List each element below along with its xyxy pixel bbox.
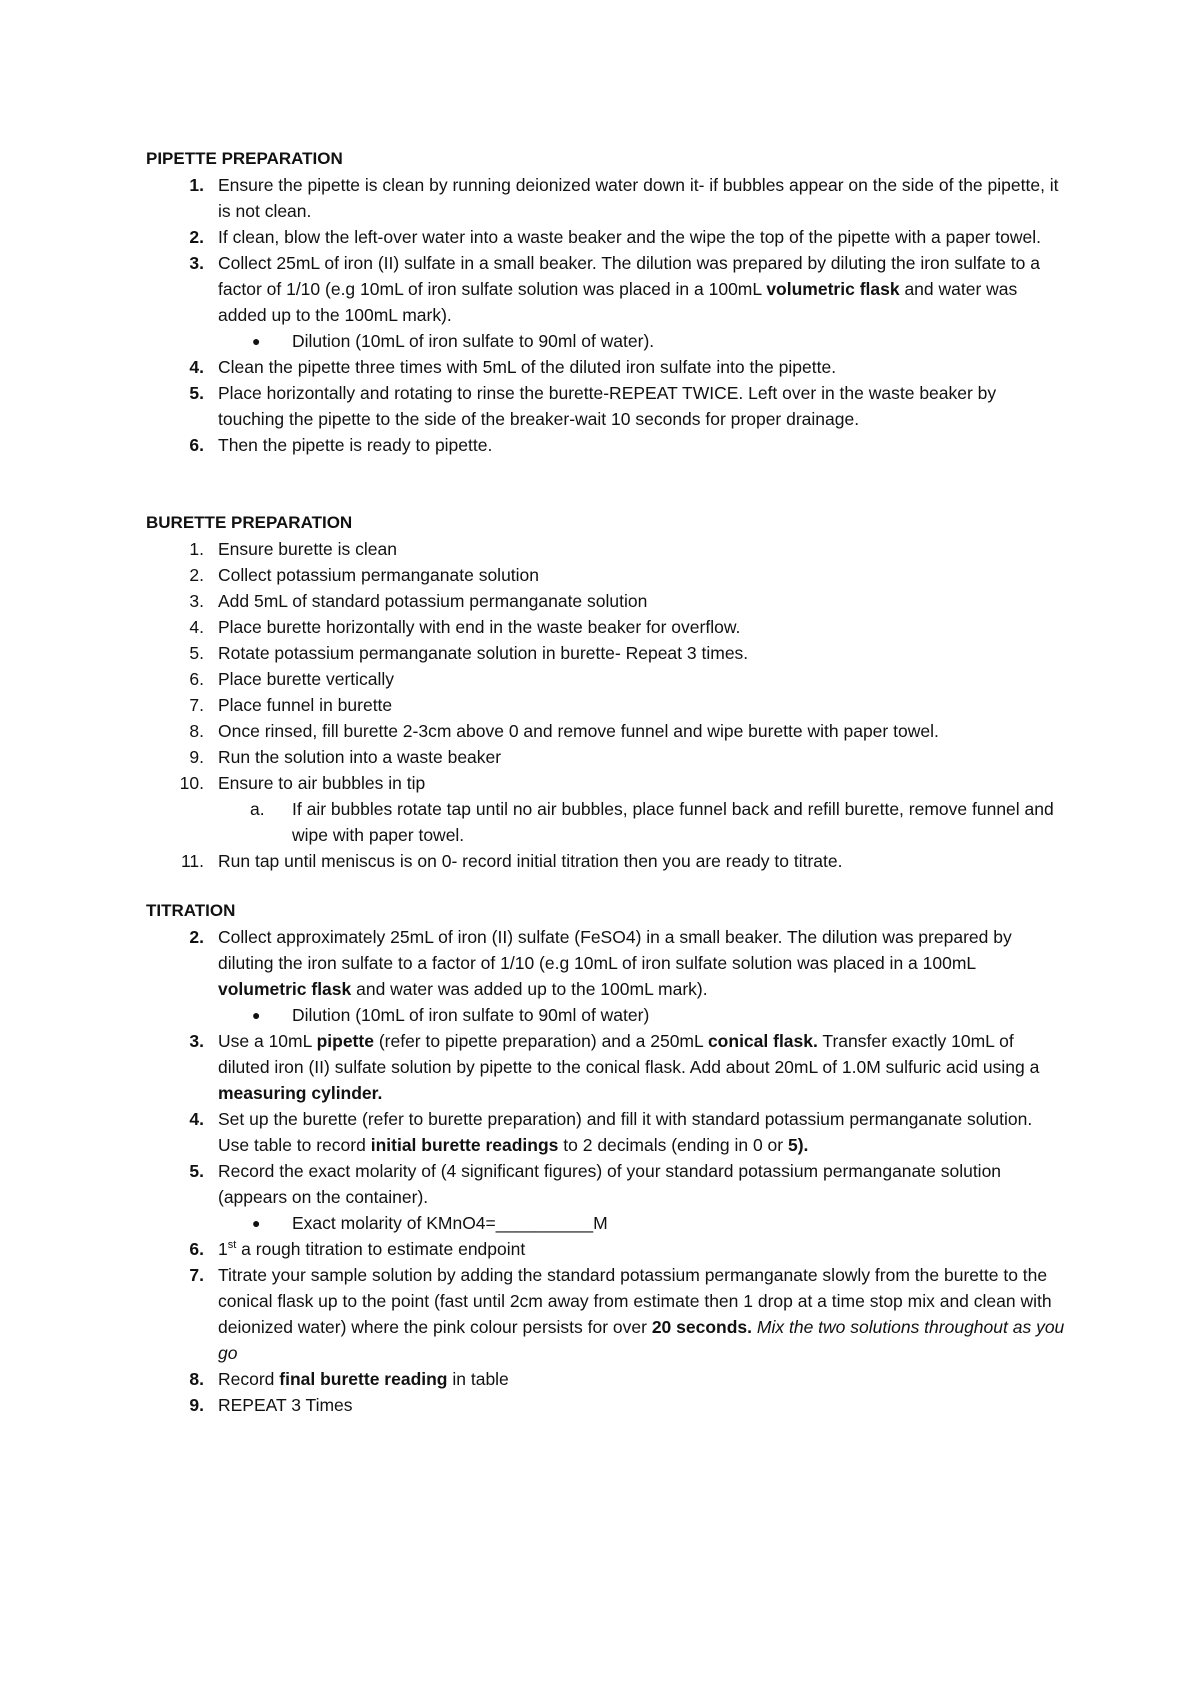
list-item: [146, 666, 1066, 692]
item-text: a rough titration to estimate endpoint: [236, 1239, 526, 1259]
item-text: Record: [218, 1369, 280, 1389]
bullet-item: [146, 1002, 1066, 1028]
item-bold-text: pipette: [316, 1031, 374, 1051]
item-text: REPEAT 3 Times: [218, 1395, 353, 1415]
item-number: 5.: [189, 383, 204, 403]
item-text: Ensure the pipette is clean by running deionized water down it- if bubbles appear on the side of the pipette, it is not clean.: [218, 175, 1059, 221]
item-text: Set up the burette (refer to burette preparation) and fill it with standard potassium permanganate solution. Use table to record: [218, 1109, 1033, 1155]
item-number: 5.: [189, 643, 204, 663]
item-text: (refer to pipette preparation) and a 250mL: [373, 1031, 708, 1051]
item-number: 8.: [189, 1369, 204, 1389]
item-number: 1.: [189, 175, 204, 195]
item-number: 2.: [189, 927, 204, 947]
bullet-icon: ●: [252, 1215, 261, 1231]
list-item: [146, 224, 1066, 250]
item-number: 4.: [189, 357, 204, 377]
item-text: Place burette vertically: [218, 669, 395, 689]
list-item: [146, 1158, 1066, 1210]
item-text: If clean, blow the left-over water into a waste beaker and the wipe the top of the pipette with a paper towel.: [218, 227, 1041, 247]
item-bold-text: measuring cylinder.: [218, 1083, 383, 1103]
list-item: [146, 432, 1066, 458]
item-text: Collect potassium permanganate solution: [218, 565, 540, 585]
item-text: Collect approximately 25mL of iron (II) sulfate (FeSO4) in a small beaker. The dilution was prepared by diluting the iron sulfate to a factor of 1/10 (e.g 10mL of iron sulfate solution was placed in a 100mL: [218, 927, 1012, 973]
item-number: 9.: [189, 1395, 204, 1415]
item-bold-text: volumetric flask: [218, 979, 352, 999]
sub-list-item: [146, 796, 1066, 848]
list-item: [146, 640, 1066, 666]
item-text: Run tap until meniscus is on 0- record initial titration then you are ready to titrate.: [218, 851, 843, 871]
bullet-item: [146, 1210, 1066, 1236]
item-number: 3.: [189, 253, 204, 273]
list-item: [146, 588, 1066, 614]
item-text: to 2 decimals (ending in 0 or: [558, 1135, 788, 1155]
list-item: [146, 536, 1066, 562]
item-text: Once rinsed, fill burette 2-3cm above 0 and remove funnel and wipe burette with paper towel.: [218, 721, 939, 741]
list-item: [146, 354, 1066, 380]
section-burette-preparation: [146, 510, 1066, 874]
item-bold-text: 5).: [787, 1135, 809, 1155]
item-text: Run the solution into a waste beaker: [218, 747, 502, 767]
item-text: Use a 10mL: [218, 1031, 317, 1051]
item-bold-text: final burette reading: [279, 1369, 448, 1389]
item-text: and water was added up to the 100mL mark).: [218, 279, 1018, 325]
item-text: Place horizontally and rotating to rinse the burette-REPEAT TWICE. Left over in the waste beaker by touching the pipette to the side of the breaker-wait 10 seconds for proper drainage.: [218, 383, 997, 429]
item-text: Rotate potassium permanganate solution in burette- Repeat 3 times.: [218, 643, 749, 663]
item-number: 2.: [189, 565, 204, 585]
bullet-text: Dilution (10mL of iron sulfate to 90ml of water): [292, 1005, 650, 1025]
item-text: Add 5mL of standard potassium permanganate solution: [218, 591, 648, 611]
section-heading: BURETTE PREPARATION: [146, 513, 353, 532]
list-item: [146, 172, 1066, 224]
item-number: 3.: [189, 1031, 204, 1051]
item-superscript: st: [227, 1239, 237, 1252]
item-number: 9.: [189, 747, 204, 767]
list-item: [146, 718, 1066, 744]
item-number: 6.: [189, 669, 204, 689]
list-item: [146, 924, 1066, 1002]
section-heading: PIPETTE PREPARATION: [146, 149, 343, 168]
item-text: Clean the pipette three times with 5mL of the diluted iron sulfate into the pipette.: [218, 357, 837, 377]
item-number: 3.: [189, 591, 204, 611]
bullet-icon: ●: [252, 1007, 261, 1023]
item-bold-text: 20 seconds.: [651, 1317, 753, 1337]
list-item: [146, 1262, 1066, 1366]
item-number: 5.: [189, 1161, 204, 1181]
section-titration: [146, 898, 1066, 1418]
item-bold-text: volumetric flask: [766, 279, 900, 299]
item-number: 6.: [189, 1239, 204, 1259]
item-number: 6.: [189, 435, 204, 455]
list-item: [146, 1106, 1066, 1158]
bullet-item: [146, 328, 1066, 354]
item-text: Place burette horizontally with end in the waste beaker for overflow.: [218, 617, 741, 637]
item-number: 10.: [179, 773, 204, 793]
list-item: [146, 692, 1066, 718]
item-text: Place funnel in burette: [218, 695, 393, 715]
list-item: [146, 1236, 1066, 1262]
item-number: 4.: [189, 1109, 204, 1129]
item-text: Collect 25mL of iron (II) sulfate in a small beaker. The dilution was prepared by diluting the iron sulfate to a factor of 1/10 (e.g 10mL of iron sulfate solution was placed in a 100mL: [218, 253, 1040, 299]
item-number: 4.: [189, 617, 204, 637]
item-bold-text: initial burette readings: [370, 1135, 559, 1155]
item-number: 1.: [189, 539, 204, 559]
item-number: 11.: [180, 851, 204, 871]
item-text: in table: [447, 1369, 509, 1389]
list-item: [146, 1392, 1066, 1418]
list-item: [146, 770, 1066, 796]
item-number: 7.: [189, 695, 204, 715]
list-item: [146, 562, 1066, 588]
item-text: Then the pipette is ready to pipette.: [218, 435, 493, 455]
list-item: [146, 1028, 1066, 1106]
item-text: 1: [218, 1239, 228, 1259]
item-bold-text: conical flask.: [707, 1031, 818, 1051]
item-text: Titrate your sample solution by adding the standard potassium permanganate slowly from the burette to the conical flask up to the point (fast until 2cm away from estimate then 1 drop at a time stop mix and clean with deionized water) where the pink colour persists for over: [218, 1265, 1052, 1337]
list-item: [146, 614, 1066, 640]
sub-item-letter: a.: [250, 799, 265, 819]
item-text: Ensure to air bubbles in tip: [218, 773, 426, 793]
list-item: [146, 1366, 1066, 1392]
bullet-text: Exact molarity of KMnO4=__________M: [292, 1213, 608, 1233]
list-item: [146, 380, 1066, 432]
list-item: [146, 744, 1066, 770]
section-pipette-preparation: [146, 146, 1066, 458]
item-text: and water was added up to the 100mL mark).: [351, 979, 708, 999]
item-text: Record the exact molarity of (4 significant figures) of your standard potassium permanganate solution (appears on the container).: [218, 1161, 1002, 1207]
sub-item-text: If air bubbles rotate tap until no air bubbles, place funnel back and refill burette, remove funnel and wipe with paper towel.: [292, 799, 1054, 845]
item-text: Transfer exactly 10mL of diluted iron (II) sulfate solution by pipette to the conical flask. Add about 20mL of 1.0M sulfuric acid using a: [218, 1031, 1040, 1077]
item-italic-text: Mix the two solutions throughout as you go: [218, 1317, 1065, 1363]
list-item: [146, 848, 1066, 874]
bullet-icon: ●: [252, 333, 261, 349]
bullet-text: Dilution (10mL of iron sulfate to 90ml of water).: [292, 331, 655, 351]
item-text: Ensure burette is clean: [218, 539, 397, 559]
list-item: [146, 250, 1066, 328]
item-number: 8.: [189, 721, 204, 741]
item-number: 2.: [189, 227, 204, 247]
section-heading: TITRATION: [146, 901, 236, 920]
item-number: 7.: [189, 1265, 204, 1285]
